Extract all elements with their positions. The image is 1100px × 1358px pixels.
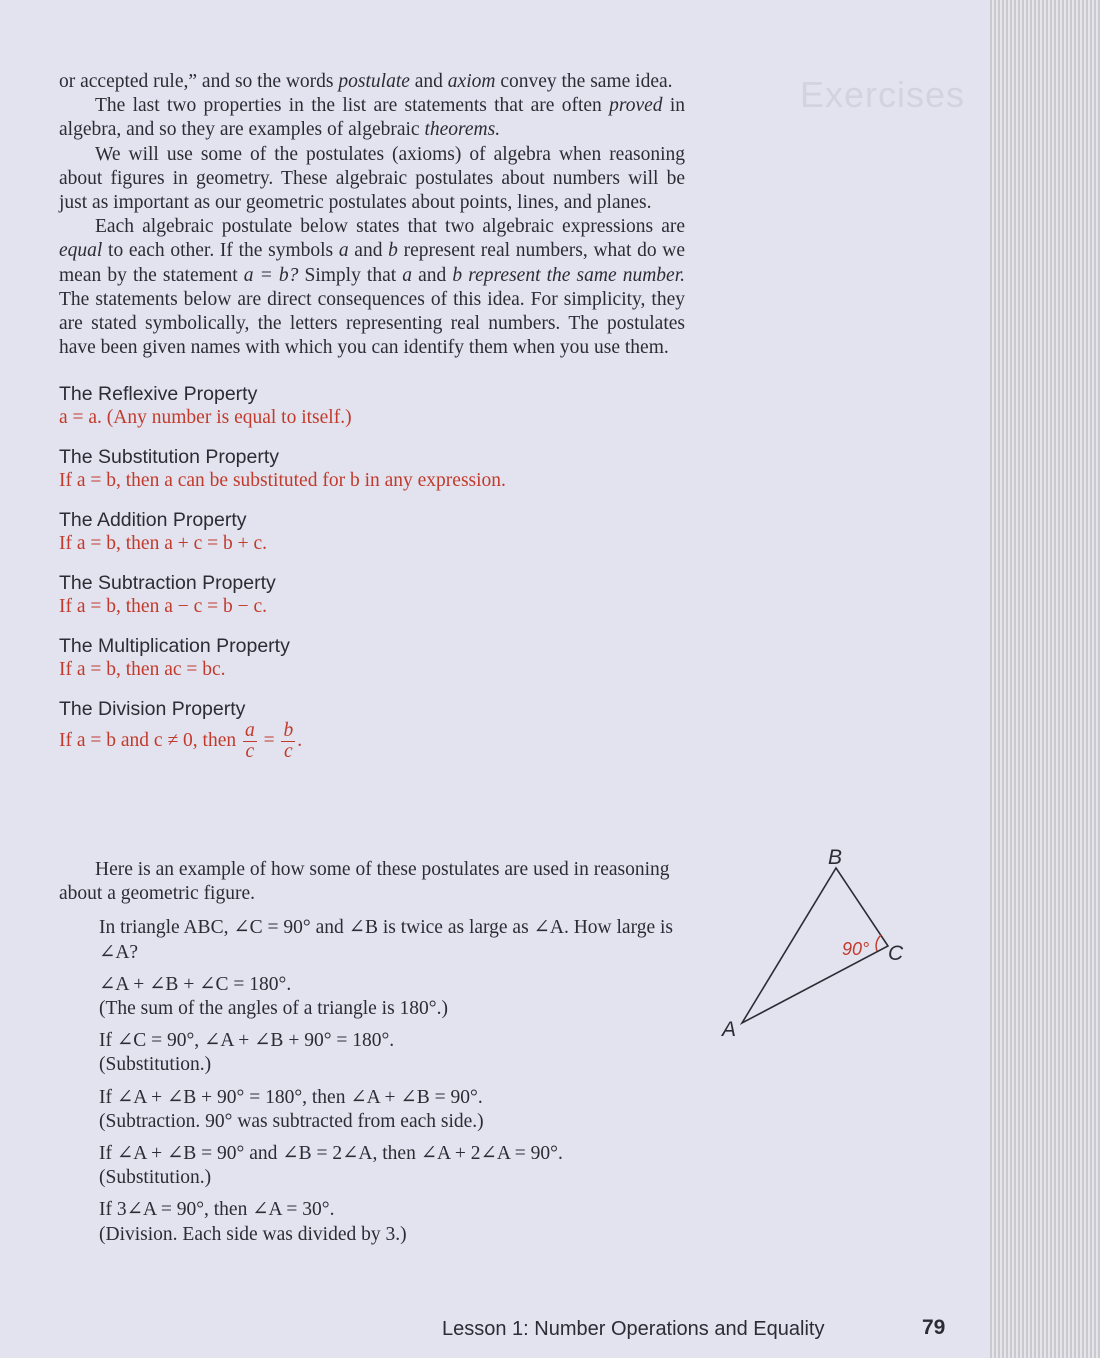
vertex-label-c: C — [888, 942, 904, 965]
division-statement: If a = b and c ≠ 0, then $\frac{a}{c}$ = $\frac{b}{c}$ . — [59, 720, 303, 763]
example-body — [99, 916, 685, 1246]
vertex-label-b: B — [828, 846, 843, 869]
property-multiplication: The Multiplication Property If a = b, then ac = bc. — [59, 635, 290, 681]
example-step-2: If ∠C = 90°, ∠A + ∠B + 90° = 180°. (Substitution.) — [99, 1030, 395, 1076]
page-binding-edge — [990, 0, 1100, 1358]
example-step-4: If ∠A + ∠B = 90° and ∠B = 2∠A, then ∠A + 2∠A = 90°. (Substitution.) — [99, 1143, 563, 1189]
bleed-through-heading: Exercises — [800, 74, 966, 115]
intro-paragraph-4: Each algebraic postulate below states that two algebraic expressions are equal to each other. If the symbols a and b represent real numbers, what do we mean by the statement a = b? Simply that a and b represent the same number. The statements below are direct consequences of this idea. For simplicity, they are stated symbolically, the letters representing real numbers. The postulates have been given names with which you can identify them when you use them. — [59, 216, 686, 359]
intro-paragraph-3: We will use some of the postulates (axioms) of algebra when reasoning about figures in geometry. These algebraic postulates about numbers will be just as important as our geometric postulates about points, lines, and planes. — [59, 143, 685, 214]
property-substitution: The Substitution Property If a = b, then a can be substituted for b in any expression. — [59, 446, 506, 492]
page-number: 79 — [922, 1316, 946, 1339]
lesson-footer-title: Lesson 1: Number Operations and Equality — [442, 1318, 825, 1340]
example-intro: Here is an example of how some of these postulates are used in reasoning about a geometric figure. — [59, 859, 670, 905]
example-step-1: ∠A + ∠B + ∠C = 180°. (The sum of the angles of a triangle is 180°.) — [99, 973, 448, 1020]
intro-paragraph-2: The last two properties in the list are statements that are often proved in algebra, and so they are examples of algebraic theorems. — [59, 95, 685, 141]
property-reflexive: The Reflexive Property a = a. (Any number is equal to itself.) — [59, 383, 352, 429]
triangle-abc-diagram — [715, 838, 915, 1048]
angle-c-label: 90° — [842, 939, 870, 959]
worked-example — [59, 858, 685, 1247]
fraction-b-over-c: $\frac{b}{c}$ — [283, 720, 294, 763]
example-step-5: If 3∠A = 90°, then ∠A = 30°. (Division. Each side was divided by 3.) — [99, 1199, 407, 1245]
property-addition: The Addition Property If a = b, then a + c = b + c. — [59, 509, 268, 555]
example-problem: In triangle ABC, ∠C = 90° and ∠B is twice as large as ∠A. How large is ∠A? — [99, 917, 674, 963]
property-subtraction: The Subtraction Property If a = b, then a − c = b − c. — [59, 572, 276, 618]
right-angle-arc — [876, 935, 881, 951]
vertex-label-a: A — [722, 1018, 737, 1041]
main-text-column — [59, 70, 685, 762]
fraction-a-over-c: $\frac{a}{c}$ — [244, 720, 255, 763]
intro-paragraph-1: or accepted rule,” and so the words postulate and axiom convey the same idea. — [59, 71, 673, 92]
example-step-3: If ∠A + ∠B + 90° = 180°, then ∠A + ∠B = 90°. (Subtraction. 90° was subtracted from each side.) — [99, 1086, 484, 1132]
property-division: The Division Property If a = b and c ≠ 0, then $\frac{a}{c}$ = $\frac{b}{c}$ . — [59, 697, 685, 762]
